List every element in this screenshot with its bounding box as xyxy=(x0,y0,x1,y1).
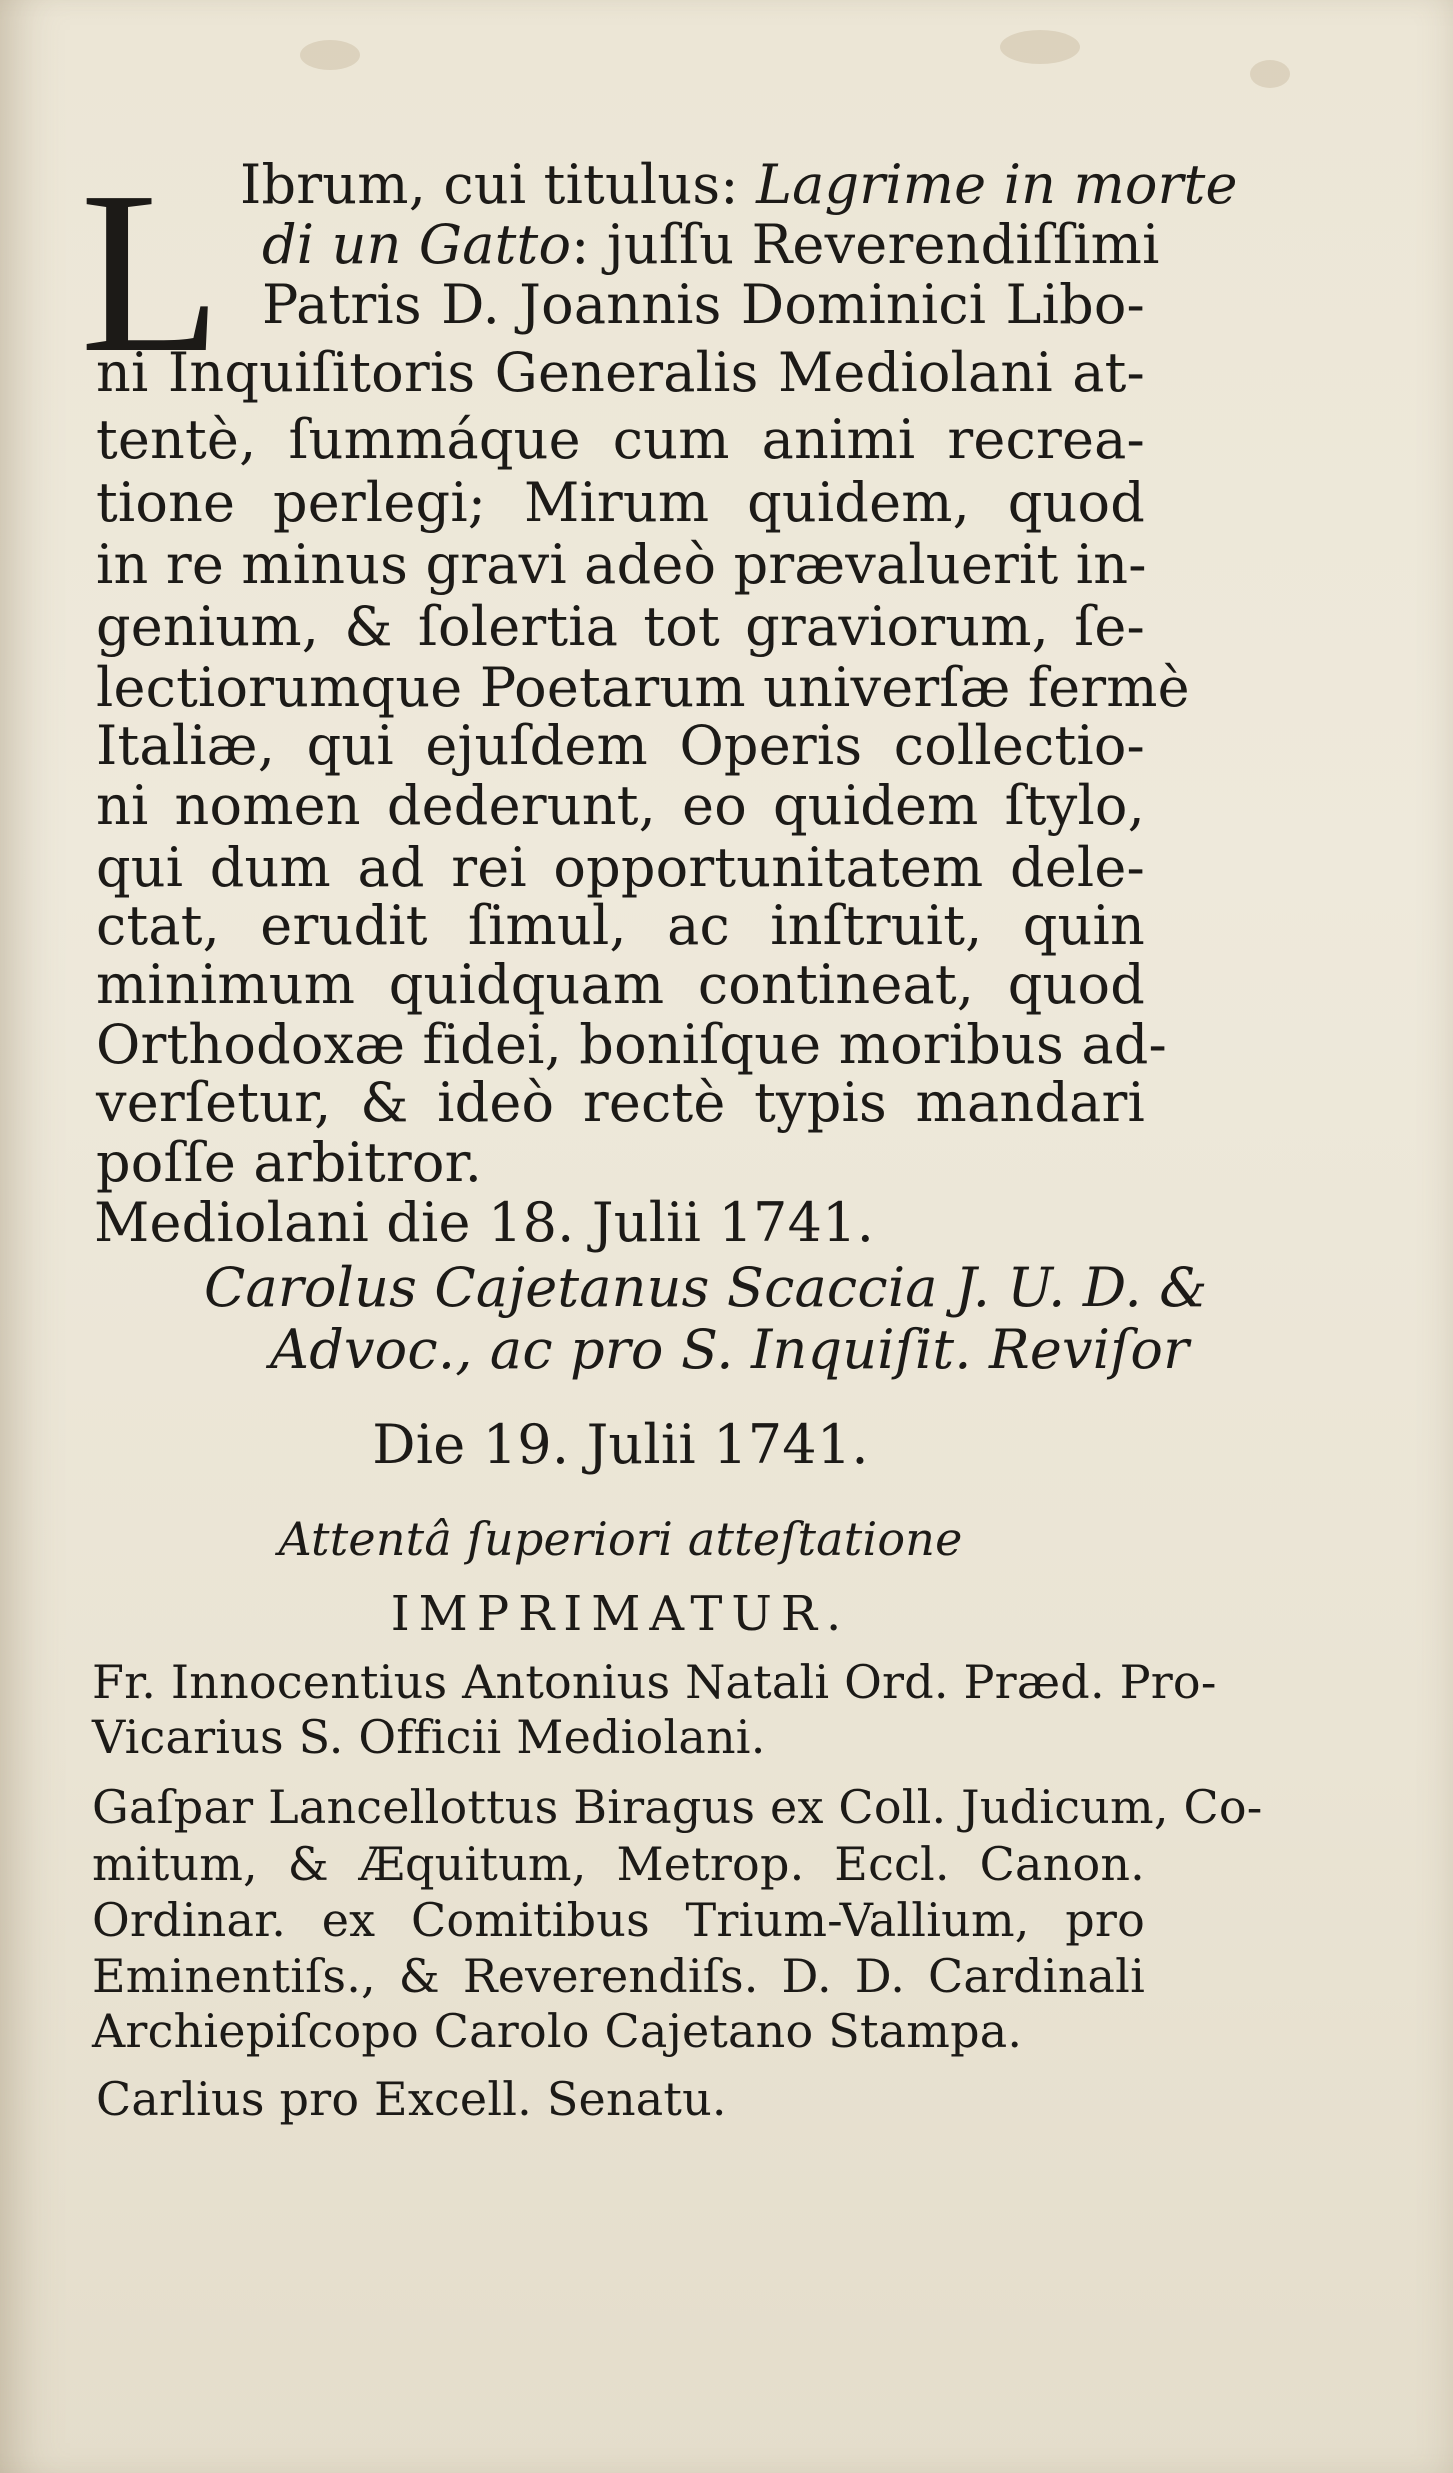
foxing-spot xyxy=(1250,60,1290,88)
drop-cap-initial: L xyxy=(80,144,222,401)
foxing-spot xyxy=(1000,30,1080,64)
approval-line: genium, & ſolertia tot graviorum, ſe- xyxy=(96,595,1145,658)
approval-line: lectiorumque Poetarum univerſæ fermè xyxy=(96,656,1190,719)
imprimatur-entry-line: Archiepiſcopo Carolo Cajetano Stampa. xyxy=(92,2004,1023,2058)
imprimatur-entry-line: mitum, & Æquitum, Metrop. Eccl. Canon. xyxy=(92,1837,1145,1891)
approval-line: tentè, ſummáque cum animi recrea- xyxy=(96,408,1145,471)
approval-line: in re minus gravi adeò prævaluerit in- xyxy=(96,533,1147,596)
imprimatur-entry-line: Fr. Innocentius Antonius Natali Ord. Præd. Pro- xyxy=(92,1655,1217,1709)
foxing-spot xyxy=(300,40,360,70)
approval-line: ni nomen dederunt, eo quidem ſtylo, xyxy=(96,774,1145,837)
attestation-line: Attentâ ſuperiori atteſtatione xyxy=(278,1512,963,1566)
imprimatur-entry-line: Carlius pro Excell. Senatu. xyxy=(96,2072,727,2126)
approval-line: tione perlegi; Mirum quidem, quod xyxy=(96,471,1145,534)
imprimatur-entry-line: Vicarius S. Officii Mediolani. xyxy=(92,1710,766,1764)
imprimatur-entry-line: Eminentiſs., & Reverendiſs. D. D. Cardinali xyxy=(92,1949,1145,2003)
approval-line: qui dum ad rei opportunitatem dele- xyxy=(96,836,1145,899)
imprimatur-entry-line: Gaſpar Lancellottus Biragus ex Coll. Judicum, Co- xyxy=(92,1780,1263,1834)
signature-line: Carolus Cajetanus Scaccia J. U. D. & xyxy=(204,1256,1208,1319)
approval-line: di un Gatto: juſſu Reverendiſſimi xyxy=(262,213,1160,276)
approval-line: verſetur, & ideò rectè typis mandari xyxy=(96,1071,1145,1134)
imprimatur-heading: IMPRIMATUR. xyxy=(390,1586,851,1642)
signature-line: Advoc., ac pro S. Inquiſit. Reviſor xyxy=(270,1318,1190,1381)
imprimatur-entry-line: Ordinar. ex Comitibus Trium-Vallium, pro xyxy=(92,1893,1145,1947)
imprimatur-date: Die 19. Julii 1741. xyxy=(372,1413,869,1476)
approval-line: Orthodoxæ fidei, boniſque moribus ad- xyxy=(96,1013,1167,1076)
approval-line: minimum quidquam contineat, quod xyxy=(96,953,1145,1016)
dateline: Mediolani die 18. Julii 1741. xyxy=(94,1191,875,1254)
approval-line: Italiæ, qui ejuſdem Operis collectio- xyxy=(96,714,1145,777)
approval-line: ni Inquiſitoris Generalis Mediolani at- xyxy=(96,341,1145,404)
approval-line: poſſe arbitror. xyxy=(96,1131,483,1194)
approval-line: Patris D. Joannis Dominici Libo- xyxy=(262,273,1145,336)
approval-line: ctat, erudit ſimul, ac inſtruit, quin xyxy=(96,894,1145,957)
approval-line: Ibrum, cui titulus: Lagrime in morte xyxy=(240,153,1238,216)
